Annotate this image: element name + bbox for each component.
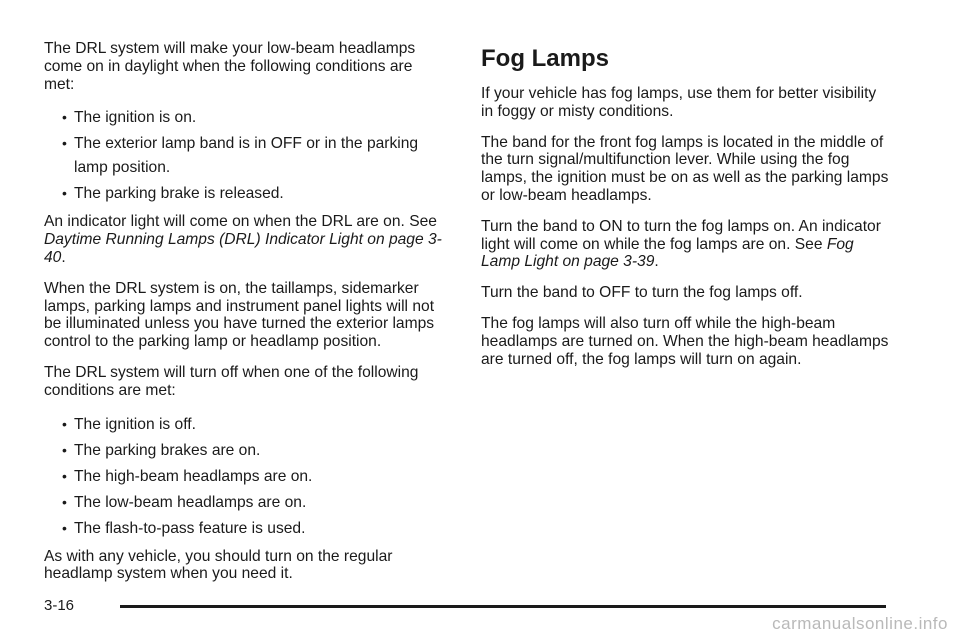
list-item: • The parking brake is released. <box>44 182 444 206</box>
drl-indicator-text: An indicator light will come on when the DRL are on. See <box>44 213 437 231</box>
drl-on-conditions-list <box>44 106 444 206</box>
list-item: • The ignition is on. <box>44 106 444 130</box>
list-item: • The high-beam headlamps are on. <box>44 465 444 489</box>
drl-advice-paragraph: As with any vehicle, you should turn on the regular headlamp system when you need it. <box>44 547 393 583</box>
right-column <box>481 40 891 381</box>
fog-on-text: Turn the band to ON to turn the fog lamps on. An indicator light will come on while the fog lamps are on. See <box>481 217 881 253</box>
left-column <box>44 40 444 596</box>
list-item: • The flash-to-pass feature is used. <box>44 517 444 541</box>
drl-indicator-reference-link[interactable]: Daytime Running Lamps (DRL) Indicator Light on page 3-40 <box>44 231 442 266</box>
drl-off-conditions-list <box>44 413 444 541</box>
drl-lights-paragraph: When the DRL system is on, the taillamps, sidemarker lamps, parking lamps and instrument panel lights will not be illuminated unless you have turned the exterior lamps control to the parking lamp or headlamp position. <box>44 279 435 351</box>
drl-indicator-paragraph: An indicator light will come on when the DRL are on. See Daytime Running Lamps (DRL) Indicator Light on page 3-40. <box>44 213 442 266</box>
watermark: carmanualsonline.info <box>772 614 948 633</box>
page-footer <box>44 596 886 616</box>
fog-highbeam-paragraph: The fog lamps will also turn off while the high-beam headlamps are turned on. When the high-beam headlamps are turned off, the fog lamps will turn on again. <box>481 314 889 368</box>
fog-lamp-light-reference-link[interactable]: Fog Lamp Light on page 3-39 <box>481 235 854 271</box>
footer-rule <box>120 605 886 608</box>
fog-intro-paragraph: If your vehicle has fog lamps, use them for better visibility in foggy or misty conditions. <box>481 85 877 120</box>
section-heading-fog-lamps: Fog Lamps <box>481 45 610 72</box>
list-item: • The low-beam headlamps are on. <box>44 491 444 515</box>
drl-off-paragraph: The DRL system will turn off when one of the following conditions are met: <box>44 363 419 399</box>
list-item: • The exterior lamp band is in OFF or in the parking lamp position. <box>44 132 444 180</box>
list-item: • The parking brakes are on. <box>44 439 444 463</box>
fog-off-paragraph: Turn the band to OFF to turn the fog lamps off. <box>481 284 803 302</box>
fog-on-paragraph: Turn the band to ON to turn the fog lamps on. An indicator light will come on while the fog lamps are on. See Fog Lamp Light on page 3-39. <box>481 217 881 271</box>
page-number: 3-16 <box>44 597 75 614</box>
fog-band-paragraph: The band for the front fog lamps is located in the middle of the turn signal/multifunction lever. While using the fog lamps, the ignition must be on as well as the parking lamps or low-beam headlamps. <box>481 133 889 204</box>
list-item: • The ignition is off. <box>44 413 444 437</box>
drl-intro-paragraph: The DRL system will make your low-beam headlamps come on in daylight when the following conditions are met: <box>44 40 416 93</box>
